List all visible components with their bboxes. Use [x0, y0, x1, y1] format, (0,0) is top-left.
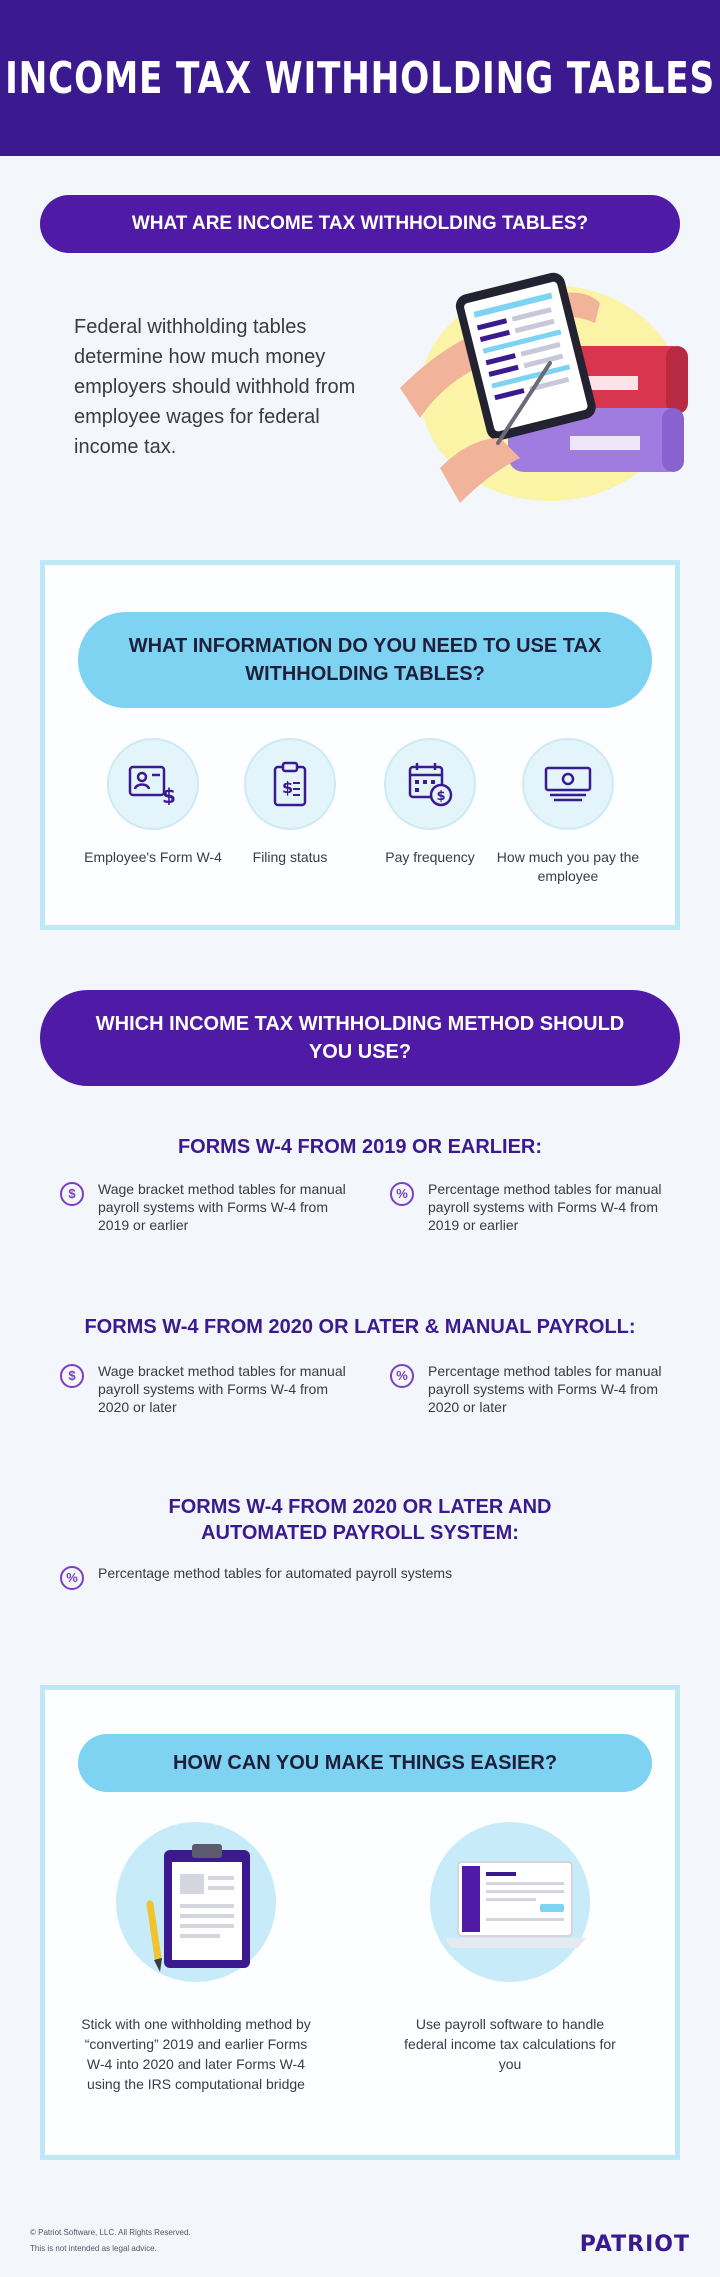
footer-disclaimer: This is not intended as legal advice.	[30, 2244, 157, 2253]
section-info-needed-heading-text: WHAT INFORMATION DO YOU NEED TO USE TAX WITHHOLDING TABLES?	[128, 635, 602, 685]
svg-text:$: $	[282, 778, 294, 797]
list-item	[390, 1180, 680, 1234]
list-item	[390, 1362, 680, 1416]
section-info-needed-heading	[78, 612, 652, 708]
calendar-dollar-icon	[384, 738, 476, 830]
percent-icon: %	[60, 1566, 84, 1590]
page-title: INCOME TAX WITHHOLDING TABLES	[5, 52, 715, 104]
svg-text:$: $	[436, 789, 446, 804]
footer-copyright: © Patriot Software, LLC. All Rights Reserved.	[30, 2228, 191, 2237]
info-item-label: Filing status	[252, 849, 328, 865]
cash-icon	[522, 738, 614, 830]
clipboard-dollar-icon	[244, 738, 336, 830]
list-item-text: Wage bracket method tables for manual payroll systems with Forms W-4 from 2020 or later	[98, 1363, 346, 1415]
percent-icon: %	[390, 1364, 414, 1388]
list-item	[60, 1362, 350, 1416]
dollar-icon: $	[60, 1364, 84, 1388]
group-2020-manual-title: FORMS W-4 FROM 2020 OR LATER & MANUAL PAYROLL:	[84, 1316, 636, 1338]
section-make-easier-heading	[78, 1734, 652, 1792]
percent-icon: %	[390, 1182, 414, 1206]
info-item-filing-status	[215, 738, 365, 867]
svg-text:$: $	[162, 784, 176, 805]
dollar-icon: $	[60, 1182, 84, 1206]
info-item-form-w4	[78, 738, 228, 867]
info-item-label: How much you pay the employee	[496, 849, 640, 884]
group-2020-automated-title: FORMS W-4 FROM 2020 OR LATER AND AUTOMATED PAYROLL SYSTEM:	[168, 1496, 552, 1544]
list-item	[60, 1180, 350, 1234]
section-which-method-heading-text: WHICH INCOME TAX WITHHOLDING METHOD SHOULD YOU USE?	[95, 1013, 625, 1063]
patriot-logo: PATRIOT	[579, 2232, 690, 2257]
group-2019-title: FORMS W-4 FROM 2019 OR EARLIER:	[177, 1136, 543, 1158]
section-make-easier-heading-text: HOW CAN YOU MAKE THINGS EASIER?	[172, 1751, 558, 1774]
list-item-text: Percentage method tables for automated payroll systems	[98, 1565, 453, 1581]
section-which-method-heading	[40, 990, 680, 1086]
clipboard-icon	[136, 1840, 266, 1980]
info-item-pay-amount	[493, 738, 643, 886]
page-header	[0, 0, 720, 156]
section-what-are-heading-text: WHAT ARE INCOME TAX WITHHOLDING TABLES?	[131, 213, 589, 234]
list-item-text: Percentage method tables for manual payroll systems with Forms W-4 from 2019 or earlier	[428, 1181, 662, 1233]
easier-tip-convert: Stick with one withholding method by “converting” 2019 and earlier Forms W-4 into 2020 and later Forms W-4 using the IRS computational bridge	[81, 2016, 311, 2092]
list-item-text: Percentage method tables for manual payroll systems with Forms W-4 from 2020 or later	[428, 1363, 662, 1415]
tablet-folders-illustration	[400, 268, 690, 508]
easier-tip-software: Use payroll software to handle federal income tax calculations for you	[404, 2016, 616, 2072]
list-item	[60, 1564, 620, 1590]
info-item-pay-frequency	[355, 738, 505, 867]
form-w4-icon	[107, 738, 199, 830]
list-item-text: Wage bracket method tables for manual payroll systems with Forms W-4 from 2019 or earlier	[98, 1181, 346, 1233]
info-item-label: Employee's Form W-4	[84, 849, 222, 865]
laptop-icon	[440, 1856, 590, 1956]
section-what-are-heading	[40, 195, 680, 253]
intro-text: Federal withholding tables determine how much money employers should withhold from employee wages for federal income tax.	[74, 316, 356, 458]
info-item-label: Pay frequency	[385, 849, 475, 865]
